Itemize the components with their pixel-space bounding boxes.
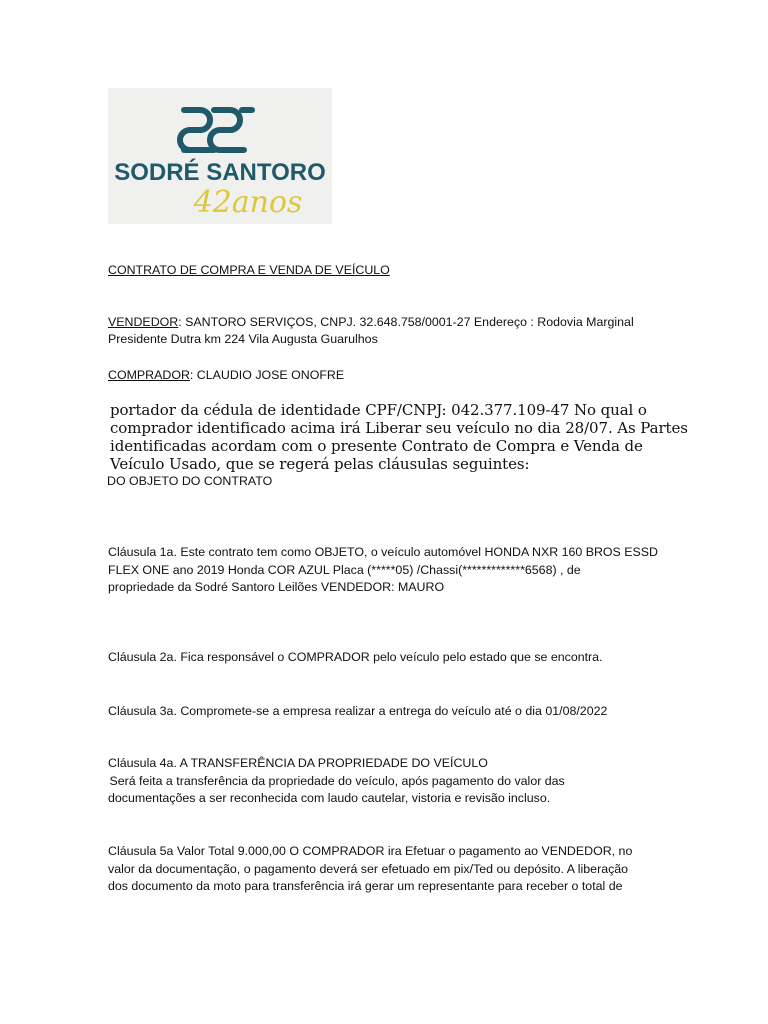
company-logo [108,88,332,224]
seller-line-2: Presidente Dutra km 224 Vila Augusta Guarulhos [108,332,378,346]
intro-line-3: identificadas acordam com o presente Contrato de Compra e Venda de [110,437,643,455]
clause-5-line-2: valor da documentação, o pagamento deverá ser efetuado em pix/Ted ou depósito. A liberação [108,862,629,876]
logo-brand-text: SODRÉ SANTORO [114,159,326,186]
clause-4-line-2: Será feita a transferência da propriedade do veículo, após pagamento do valor das [106,774,565,788]
intro-line-2: comprador identificado acima irá Liberar seu veículo no dia 28/07. As Partes [110,419,688,437]
contract-title: CONTRATO DE COMPRA E VENDA DE VEÍCULO [108,263,390,277]
seller-label: VENDEDOR [108,315,179,329]
seller-line-1 [108,314,634,331]
intro-line-4: Veículo Usado, que se regerá pelas cláusulas seguintes: [110,455,530,473]
logo-tagline-text: 42anos [193,185,303,220]
clause-4-line-3: documentações a ser reconhecida com laudo cautelar, vistoria e revisão incluso. [108,791,551,805]
clause-1-line-2: FLEX ONE ano 2019 Honda COR AZUL Placa (*****05) /Chassi(*************6568) , de [108,563,581,577]
logo-emblem-icon [108,88,332,224]
seller-details: : SANTORO SERVIÇOS, CNPJ. 32.648.758/0001-27 Endereço : Rodovia Marginal [178,315,634,329]
clause-5-line-1: Cláusula 5a Valor Total 9.000,00 O COMPRADOR ira Efetuar o pagamento ao VENDEDOR, no [108,844,633,858]
clause-2: Cláusula 2a. Fica responsável o COMPRADOR pelo veículo pelo estado que se encontra. [108,650,603,664]
clause-3: Cláusula 3a. Compromete-se a empresa realizar a entrega do veículo até o dia 01/08/2022 [108,704,608,718]
object-heading: DO OBJETO DO CONTRATO [107,474,273,488]
buyer-name: : CLAUDIO JOSE ONOFRE [189,368,345,382]
intro-line-1: portador da cédula de identidade CPF/CNPJ: 042.377.109-47 No qual o [110,401,647,419]
buyer-line [108,367,344,384]
clause-5-line-3: dos documento da moto para transferência irá gerar um representante para receber o total de [108,879,623,893]
clause-1-line-3: propriedade da Sodré Santoro Leilões VENDEDOR: MAURO [108,580,445,594]
clause-4-line-1: Cláusula 4a. A TRANSFERÊNCIA DA PROPRIEDADE DO VEÍCULO [108,756,488,770]
clause-1-line-1: Cláusula 1a. Este contrato tem como OBJETO, o veículo automóvel HONDA NXR 160 BROS ESSD [108,545,659,559]
buyer-label: COMPRADOR [108,368,190,382]
